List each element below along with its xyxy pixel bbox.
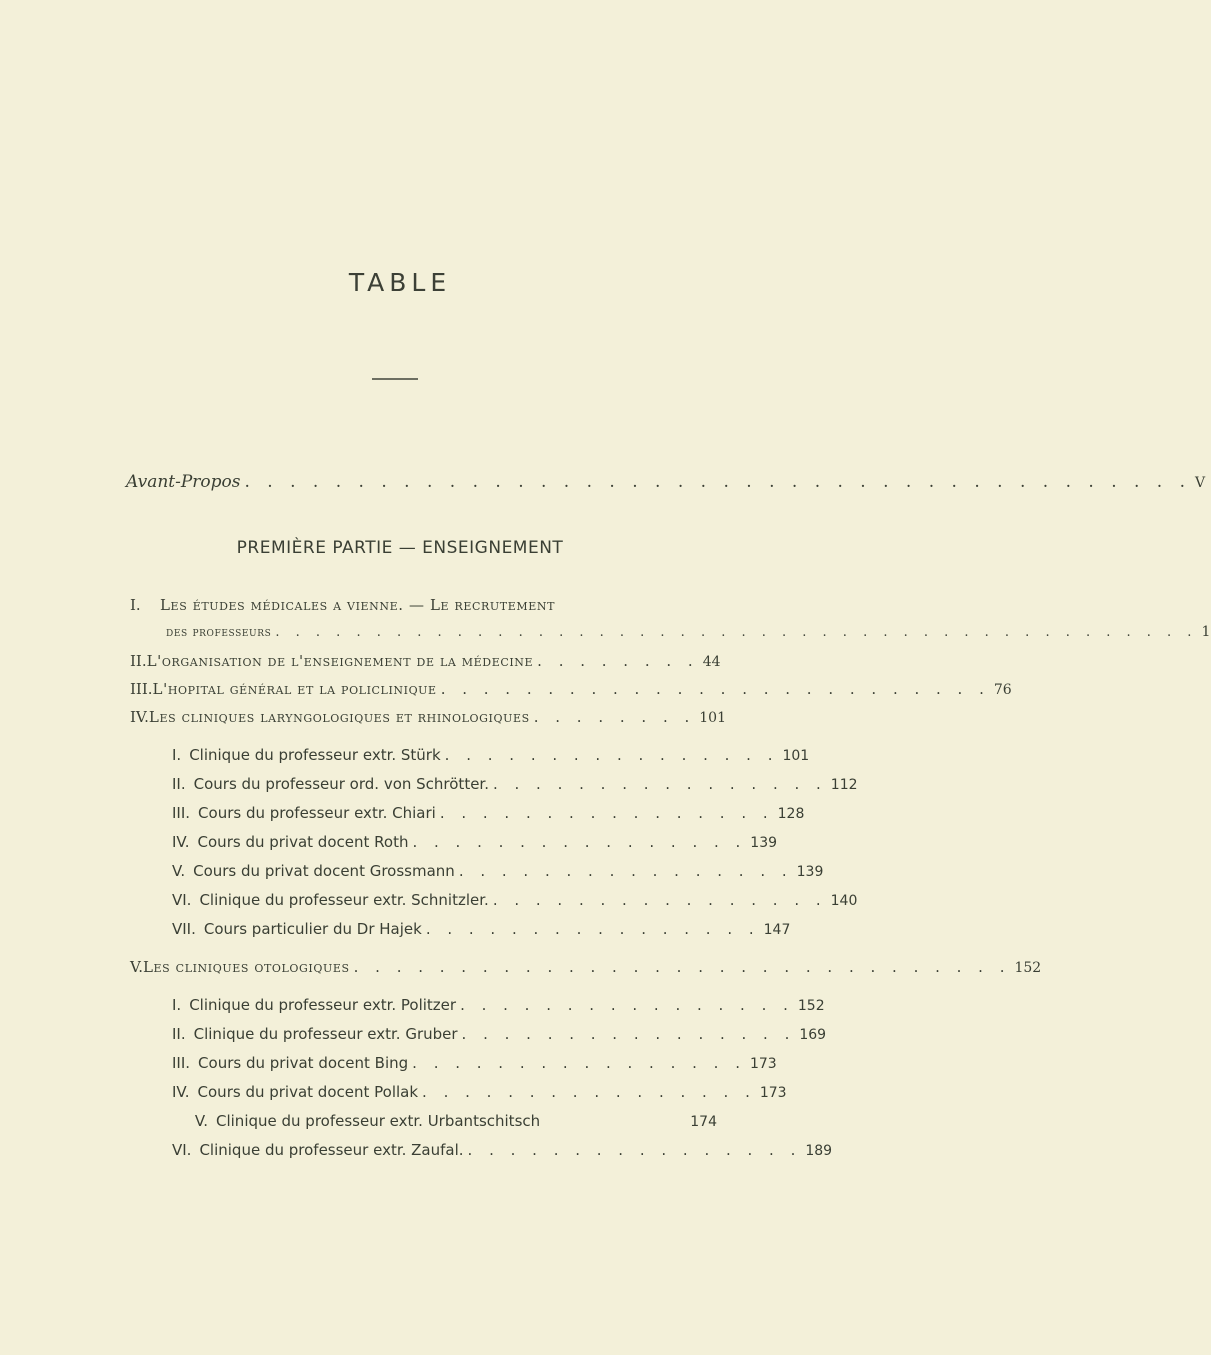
toc-entry-label: Avant-Propos	[126, 472, 241, 492]
section-page: 189	[805, 1143, 833, 1159]
chapter-page: 101	[699, 710, 726, 726]
section-title: Clinique du professeur extr. Urbantschitsch	[216, 1112, 541, 1130]
section-number: II.	[172, 1025, 186, 1043]
chapter-number: I.	[130, 596, 141, 614]
section-page: 140	[830, 893, 858, 909]
section-title: Clinique du professeur extr. Stürk	[189, 746, 441, 764]
chapter-title: Les cliniques laryngologiques et rhinologiques	[148, 708, 530, 726]
section-page: 101	[782, 748, 810, 764]
part-heading: PREMIÈRE PARTIE — ENSEIGNEMENT	[236, 538, 564, 558]
section-entry	[172, 804, 805, 822]
chapter-entry	[130, 680, 1012, 698]
chapter-number: IV.	[130, 708, 149, 726]
chapter-title: Les cliniques otologiques	[142, 958, 350, 976]
section-page: 152	[797, 998, 825, 1014]
section-entry	[172, 1141, 833, 1159]
section-entry	[172, 1083, 787, 1101]
section-title: Cours du professeur ord. von Schrötter.	[193, 775, 489, 793]
section-title: Clinique du professeur extr. Gruber	[193, 1025, 458, 1043]
section-page: 147	[763, 922, 791, 938]
dot-leader: . . . . . . . . . . . . . . . .	[492, 891, 827, 909]
dot-leader: . . . . . . . . . . . . . . . .	[422, 1083, 756, 1101]
section-entry	[172, 862, 824, 880]
dot-leader: . . . . . . . . . . . . . . . . . . . . . . . . . . . . . . . . . . . . . . . . . .	[244, 472, 1192, 492]
toc-entry-avant-propos	[126, 472, 1206, 492]
dot-leader: . . . . . . . .	[537, 652, 699, 670]
section-page: 169	[799, 1027, 827, 1043]
dot-leader: . . . . . . . . . . . . . . . .	[467, 1141, 802, 1159]
title-divider	[372, 378, 418, 380]
dot-leader: . . . . . . . . . . . . . . . . . . . . . . . . . .	[440, 680, 990, 698]
dot-leader: . . . . . . . . . . . . . . . .	[412, 1054, 746, 1072]
section-entry	[172, 1025, 827, 1043]
section-number: III.	[172, 804, 191, 822]
section-page: 128	[777, 806, 805, 822]
section-entry	[172, 891, 858, 909]
section-title: Clinique du professeur extr. Zaufal.	[199, 1141, 464, 1159]
section-number: VI.	[172, 1141, 192, 1159]
section-entry	[172, 775, 858, 793]
dot-leader: . . . . . . . . . . . . . . . .	[461, 1025, 796, 1043]
chapter-number: III.	[130, 680, 153, 698]
section-title: Cours du privat docent Grossmann	[193, 862, 455, 880]
section-title: Clinique du professeur extr. Schnitzler.	[199, 891, 489, 909]
section-page: 174	[690, 1114, 717, 1130]
dot-leader: . . . . . . . . . . . . . . . .	[439, 804, 774, 822]
chapter-title-continuation: des professeurs	[166, 625, 272, 640]
chapter-number: II.	[130, 652, 147, 670]
chapter-entry-continuation	[166, 624, 1211, 640]
section-page: 112	[830, 777, 858, 793]
chapter-entry	[130, 708, 726, 726]
toc-entry-page: V	[1195, 475, 1206, 491]
dot-leader: . . . . . . . . . . . . . . . .	[444, 746, 779, 764]
section-number: V.	[172, 862, 186, 880]
chapter-title: L'hopital général et la policlinique	[152, 680, 437, 698]
section-number: V.	[194, 1112, 208, 1130]
dot-leader: . . . . . . . . . . . . . . . .	[412, 833, 747, 851]
section-number: I.	[172, 996, 182, 1014]
section-title: Cours particulier du Dr Hajek	[203, 920, 422, 938]
chapter-title: L'organisation de l'enseignement de la médecine	[146, 652, 534, 670]
section-page: 173	[749, 1056, 777, 1072]
section-title: Cours du privat docent Bing	[198, 1054, 409, 1072]
section-number: II.	[172, 775, 186, 793]
chapter-page: 152	[1014, 960, 1042, 976]
section-entry	[172, 746, 810, 764]
dot-leader: . . . . . . . . . . . . . . . . . . . . . . . . . . . . . . . . . . . . . . . . . . . . . .	[275, 625, 1198, 640]
section-number: VII.	[172, 920, 196, 938]
section-entry	[172, 920, 791, 938]
section-entry	[172, 833, 778, 851]
chapter-entry	[130, 958, 1042, 976]
section-title: Cours du privat docent Pollak	[197, 1083, 419, 1101]
chapter-title: Les études médicales a vienne. — Le recrutement	[160, 596, 556, 614]
section-entry	[172, 1054, 777, 1072]
section-number: IV.	[172, 833, 190, 851]
chapter-entry	[130, 596, 717, 614]
chapter-entry	[130, 652, 721, 670]
section-number: I.	[172, 746, 182, 764]
section-number: III.	[172, 1054, 191, 1072]
section-entry	[172, 1112, 717, 1130]
dot-leader: . . . . . . . . . . . . . . . .	[460, 996, 794, 1014]
section-title: Cours du privat docent Roth	[197, 833, 409, 851]
section-number: VI.	[172, 891, 192, 909]
dot-leader: . . . . . . . . . . . . . . . .	[492, 775, 827, 793]
dot-leader: . . . . . . . . . . . . . . . .	[425, 920, 760, 938]
dot-leader: . . . . . . . . . . . . . . . .	[458, 862, 793, 880]
section-page: 139	[750, 835, 778, 851]
section-page: 173	[759, 1085, 787, 1101]
section-title: Cours du professeur extr. Chiari	[198, 804, 436, 822]
dot-leader: . . . . . . . .	[533, 708, 696, 726]
page-title: TABLE	[348, 268, 452, 297]
chapter-page: 76	[993, 682, 1012, 698]
chapter-page: 1	[1201, 624, 1211, 640]
section-number: IV.	[172, 1083, 190, 1101]
section-page: 139	[796, 864, 824, 880]
section-entry	[172, 996, 825, 1014]
chapter-number: V.	[130, 958, 143, 976]
section-title: Clinique du professeur extr. Politzer	[189, 996, 457, 1014]
chapter-page: 44	[702, 654, 721, 670]
dot-leader: . . . . . . . . . . . . . . . . . . . . . . . . . . . . . . .	[353, 958, 1011, 976]
